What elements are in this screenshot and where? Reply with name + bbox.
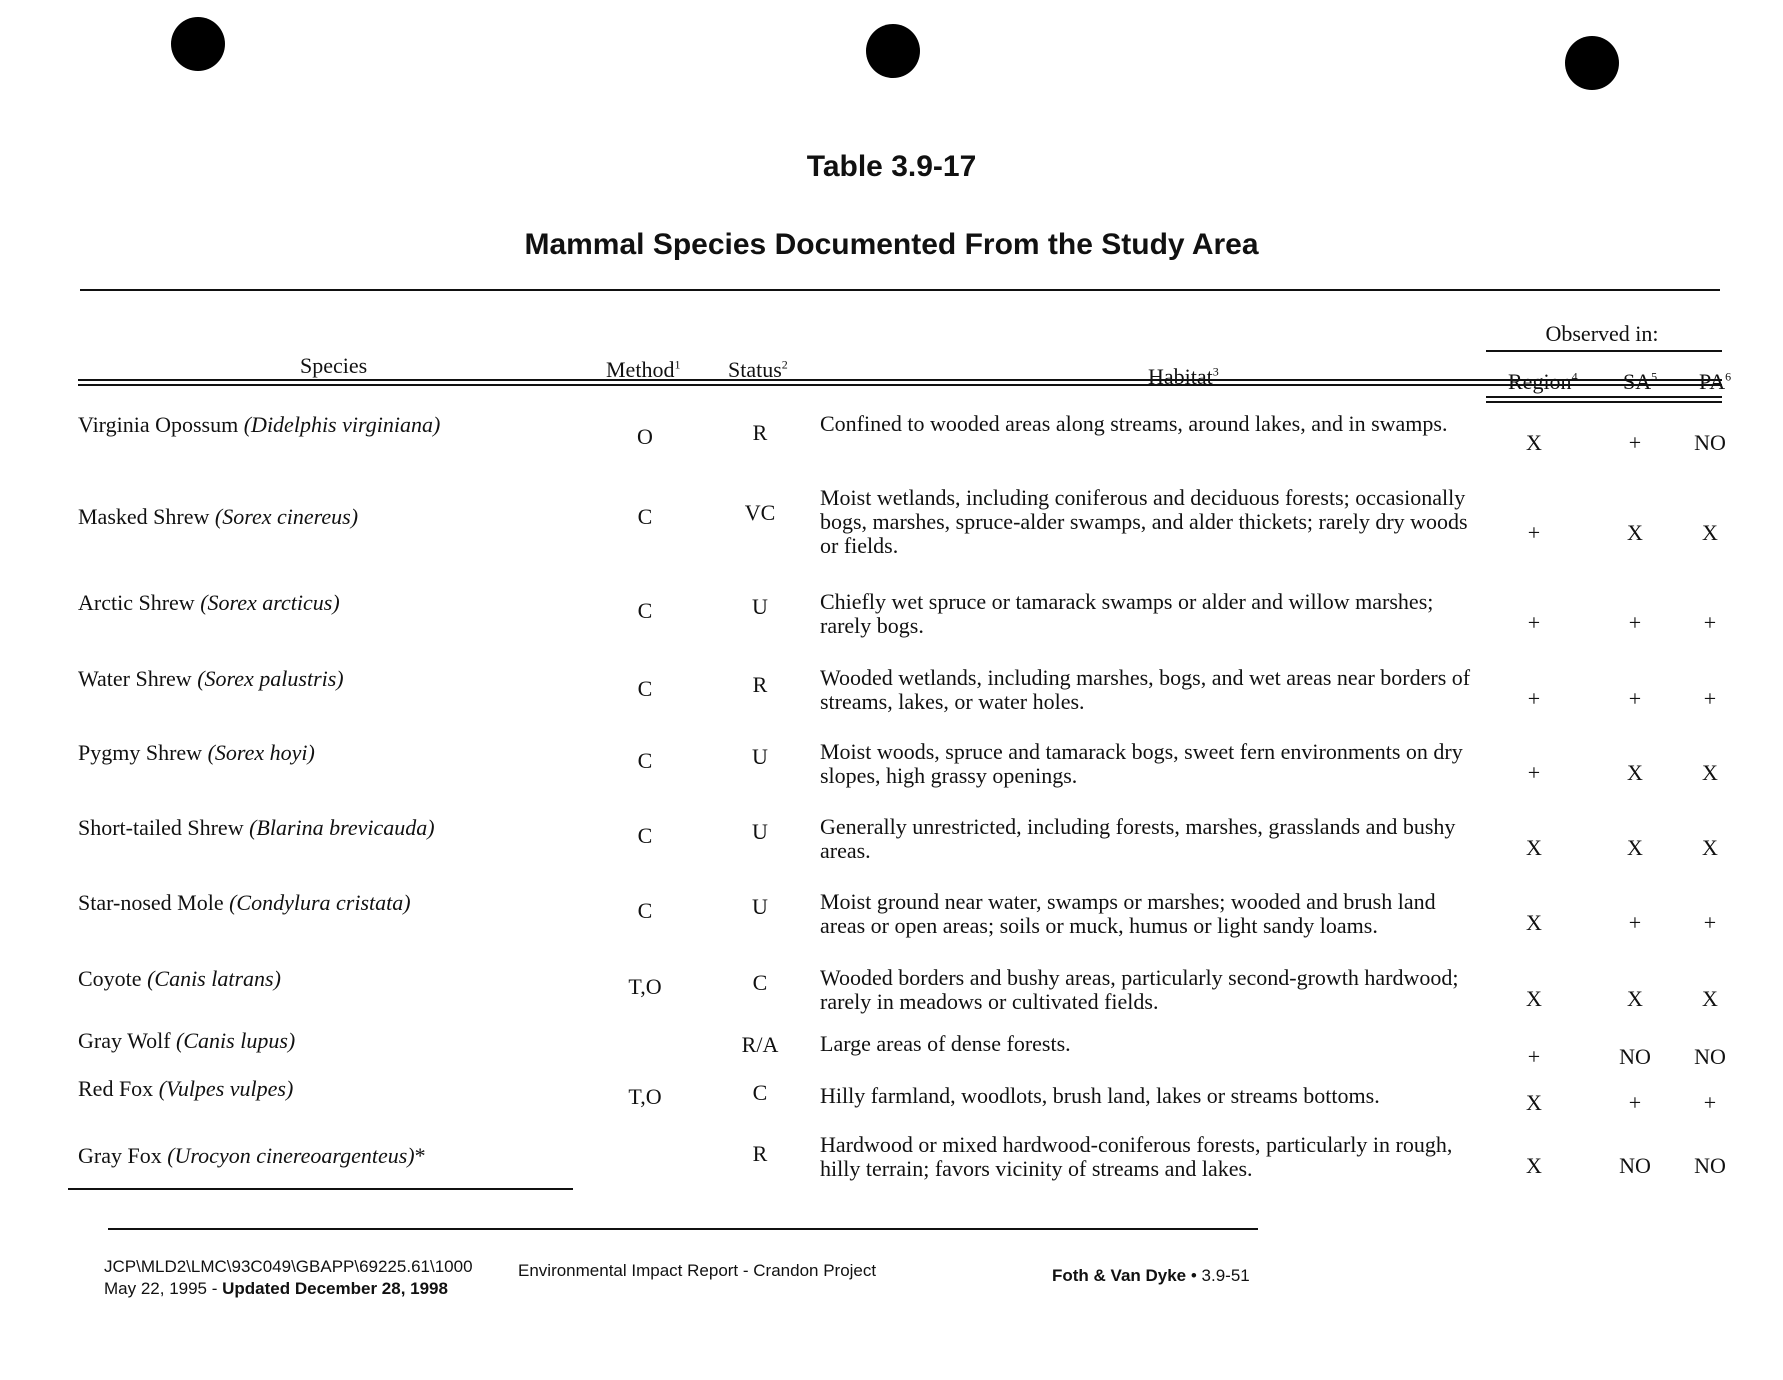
pa-cell: + [1703,686,1717,711]
species-latin-name: (Sorex hoyi) [207,740,315,765]
species-latin-name: (Urocyon cinereoargenteus) [167,1143,415,1168]
species-latin-name: (Blarina brevicauda) [249,815,435,840]
species-footnote-mark: * [414,1143,426,1168]
region-cell: + [1527,686,1541,711]
species-common-name: Arctic Shrew [78,590,195,615]
pa-cell: X [1702,986,1718,1011]
status-header: Status$^2$ [728,357,788,382]
habitat-cell: Moist woods, spruce and tamarack bogs, sweet fern environments on dry slopes, high grassy openings. [820,739,1463,788]
species-latin-name: (Sorex cinereus) [214,504,359,529]
method-cell: O [637,424,653,449]
species-cell [78,966,281,992]
species-cell [78,504,358,530]
region-header: Region$^4$ [1508,369,1578,394]
punch-hole-right [1565,36,1619,90]
species-cell [78,890,411,916]
punch-hole-center [866,24,920,78]
observed-rule [1486,350,1722,352]
pa-cell: X [1702,520,1718,545]
species-common-name: Short-tailed Shrew [78,815,244,840]
status-cell: R [752,1141,768,1166]
status-cell: C [752,1080,768,1105]
species-common-name: Virginia Opossum [78,412,239,437]
method-cell: C [637,676,653,701]
species-common-name: Water Shrew [78,666,192,691]
sa-cell: X [1627,760,1643,785]
footer-path: JCP\MLD2\LMC\93C049\GBAPP\69225.61\1000 [104,1257,473,1276]
region-cell: + [1527,760,1541,785]
habitat-cell: Moist wetlands, including coniferous and deciduous forests; occasionally bogs, marshes, spruce-alder swamps, and alder thickets; rarely dry woods or fields. [820,485,1468,558]
footer-date: May 22, 1995 - Updated December 28, 1998 [104,1279,448,1298]
pa-cell: X [1702,760,1718,785]
species-end-rule [68,1188,573,1190]
species-cell [78,740,315,766]
status-cell: U [752,744,768,769]
header-double-rule [78,379,1722,386]
habitat-cell: Moist ground near water, swamps or marshes; wooded and brush land areas or open areas; soils or muck, humus or light sandy loams. [820,889,1436,938]
observed-double-rule [1486,396,1722,403]
species-cell [78,1143,426,1169]
table-subtitle: Mammal Species Documented From the Study Area [524,228,1259,261]
method-header: Method$^1$ [606,357,681,382]
status-cell: R [752,420,768,445]
status-cell: VC [744,500,776,525]
pa-cell: X [1702,835,1718,860]
species-latin-name: (Condylura cristata) [229,890,411,915]
species-header: Species [300,353,368,378]
method-cell: C [637,823,653,848]
region-cell: X [1526,910,1542,935]
sa-cell: + [1628,910,1642,935]
sa-cell: + [1628,1090,1642,1115]
method-cell: T,O [628,1084,662,1109]
pa-cell: NO [1694,1044,1726,1069]
top-rule [80,289,1720,291]
status-cell: R [752,672,768,697]
habitat-cell: Generally unrestricted, including forests, marshes, grasslands and bushy areas. [820,814,1456,863]
region-cell: + [1527,1044,1541,1069]
status-cell: C [752,970,768,995]
sa-cell: + [1628,430,1642,455]
species-latin-name: (Sorex arcticus) [200,590,340,615]
sa-cell: + [1628,610,1642,635]
pa-cell: NO [1694,1153,1726,1178]
habitat-cell: Large areas of dense forests. [820,1031,1071,1056]
status-cell: R/A [741,1032,779,1057]
habitat-cell: Confined to wooded areas along streams, around lakes, and in swamps. [820,411,1448,436]
region-cell: X [1526,1153,1542,1178]
species-latin-name: (Sorex palustris) [197,666,344,691]
species-common-name: Star-nosed Mole [78,890,224,915]
species-cell [78,1076,293,1102]
pa-cell: + [1703,610,1717,635]
habitat-cell: Hardwood or mixed hardwood-coniferous forests, particularly in rough, hilly terrain; favors vicinity of streams and lakes. [820,1132,1453,1181]
region-cell: + [1527,520,1541,545]
pa-cell: + [1703,910,1717,935]
species-common-name: Coyote [78,966,142,991]
pa-cell: NO [1694,430,1726,455]
species-latin-name: (Vulpes vulpes) [158,1076,294,1101]
region-cell: X [1526,1090,1542,1115]
species-latin-name: (Canis latrans) [147,966,281,991]
habitat-cell: Hilly farmland, woodlots, brush land, lakes or streams bottoms. [820,1083,1380,1108]
sa-cell: X [1627,520,1643,545]
punch-hole-left [171,17,225,71]
pa-cell: + [1703,1090,1717,1115]
sa-cell: NO [1619,1044,1651,1069]
species-latin-name: (Canis lupus) [176,1028,296,1053]
pa-header: $PA^6$ [1699,369,1732,394]
status-cell: U [752,819,768,844]
method-cell: C [637,504,653,529]
sa-cell: NO [1619,1153,1651,1178]
habitat-header: Habitat$^3$ [1148,364,1219,389]
table-title: Table 3.9-17 [806,150,977,183]
region-cell: + [1527,610,1541,635]
habitat-cell: Wooded borders and bushy areas, particularly second-growth hardwood; rarely in meadows or cultivated fields. [820,965,1459,1014]
species-common-name: Gray Wolf [78,1028,171,1053]
method-cell: T,O [628,974,662,999]
footer-firm: Foth & Van Dyke • 3.9-51 [1052,1266,1250,1285]
species-cell [78,666,344,692]
species-cell [78,590,340,616]
region-cell: X [1526,986,1542,1011]
habitat-cell: Chiefly wet spruce or tamarack swamps or alder and willow marshes; rarely bogs. [820,589,1434,638]
method-cell: C [637,748,653,773]
sa-cell: X [1627,835,1643,860]
method-cell: C [637,898,653,923]
observed-in-header: Observed in: [1545,321,1659,346]
footer-rule [108,1228,1258,1230]
habitat-cell: Wooded wetlands, including marshes, bogs, and wet areas near borders of streams, lakes, or water holes. [820,665,1471,714]
species-common-name: Pygmy Shrew [78,740,203,765]
species-common-name: Masked Shrew [78,504,210,529]
species-latin-name: (Didelphis virginiana) [243,412,441,437]
region-cell: X [1526,835,1542,860]
sa-header: $SA^5$ [1623,369,1658,394]
footer-report: Environmental Impact Report - Crandon Project [518,1261,877,1280]
method-cell: C [637,598,653,623]
sa-cell: + [1628,686,1642,711]
sa-cell: X [1627,986,1643,1011]
species-common-name: Gray Fox [78,1143,162,1168]
species-cell [78,1028,295,1054]
species-cell [78,412,440,438]
status-cell: U [752,894,768,919]
status-cell: U [752,594,768,619]
species-common-name: Red Fox [78,1076,154,1101]
region-cell: X [1526,430,1542,455]
species-cell [78,815,435,841]
